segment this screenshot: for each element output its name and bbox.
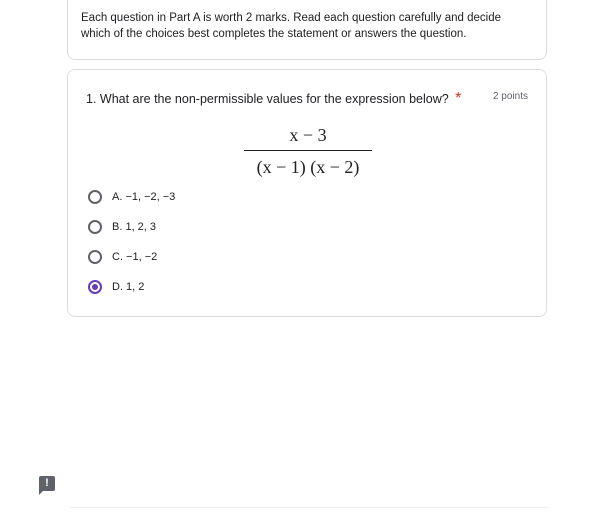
option-c[interactable] bbox=[88, 242, 175, 272]
math-expression bbox=[244, 123, 372, 179]
option-d[interactable] bbox=[88, 272, 175, 302]
radio-button[interactable] bbox=[88, 280, 102, 294]
option-a[interactable] bbox=[88, 182, 175, 212]
answer-options bbox=[88, 182, 175, 302]
intro-card bbox=[67, 0, 547, 60]
question-points: 2 points bbox=[492, 91, 528, 102]
option-b[interactable] bbox=[88, 212, 175, 242]
option-label: C. −1, −2 bbox=[112, 251, 158, 263]
question-header bbox=[86, 90, 528, 110]
option-label: D. 1, 2 bbox=[112, 281, 145, 293]
required-marker: * bbox=[455, 90, 462, 107]
option-label: A. −1, −2, −3 bbox=[112, 191, 176, 203]
option-label: B. 1, 2, 3 bbox=[112, 221, 157, 233]
divider bbox=[70, 507, 548, 508]
fraction-bar bbox=[244, 150, 372, 151]
report-problem-icon[interactable]: ! bbox=[39, 476, 55, 491]
question-card bbox=[67, 69, 547, 317]
radio-button[interactable] bbox=[88, 190, 102, 204]
question-title: 1. What are the non-permissible values for the expression below? bbox=[86, 92, 449, 106]
radio-button[interactable] bbox=[88, 220, 102, 234]
expression-numerator: x − 3 bbox=[289, 125, 327, 145]
radio-button[interactable] bbox=[88, 250, 102, 264]
expression-denominator: (x − 1) (x − 2) bbox=[256, 157, 360, 177]
intro-text: Each question in Part A is worth 2 marks. Read each question carefully and decide which of the choices best completes the statement or answers the question. bbox=[81, 12, 501, 40]
